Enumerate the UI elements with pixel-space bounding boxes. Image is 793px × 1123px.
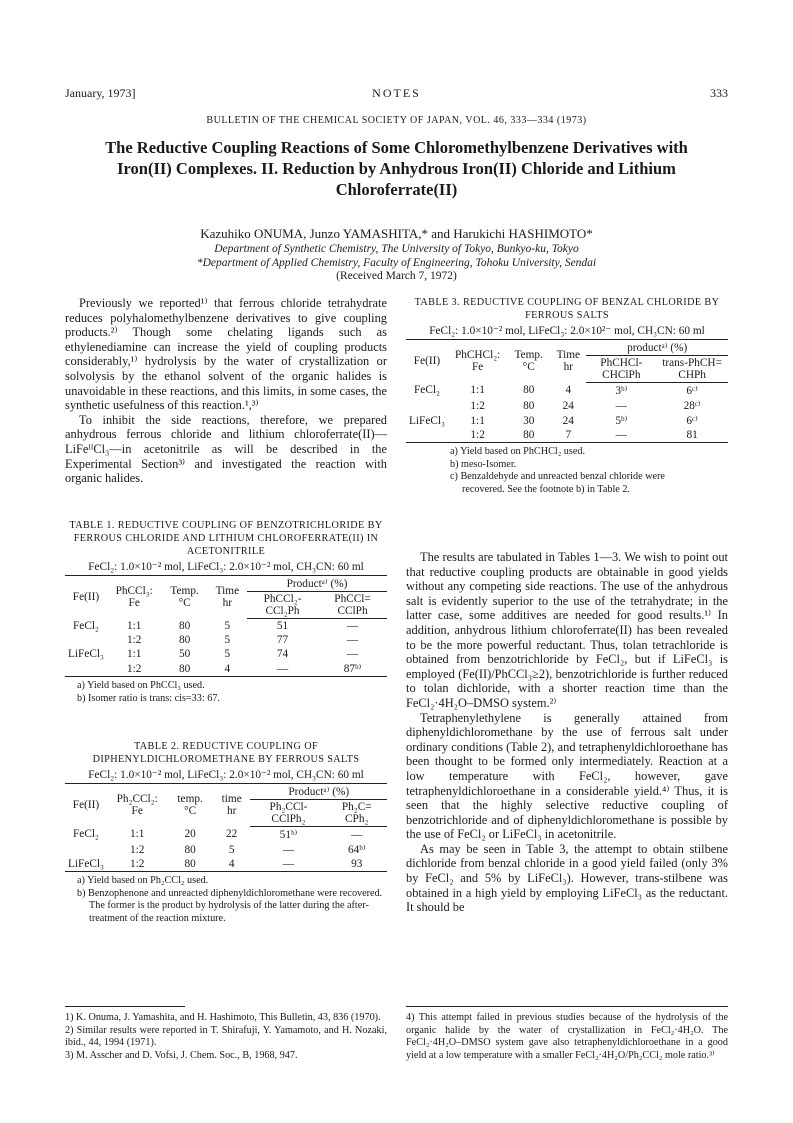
table-row (406, 428, 728, 443)
cell: 80 (178, 634, 191, 646)
cell: — (247, 661, 318, 677)
table-note: b) meso-Isomer. (450, 458, 517, 470)
cell: 93 (326, 857, 387, 872)
cell: 64ᵇ⁾ (347, 844, 366, 856)
cell (406, 398, 448, 413)
table-notes (450, 446, 728, 496)
cell: — (615, 399, 627, 412)
cell: 1:2 (129, 843, 145, 856)
cell (65, 842, 107, 857)
received-date: (Received March 7, 1972) (336, 270, 457, 282)
col-header: productᵃ⁾ (%) (586, 340, 728, 356)
cell: FeCl₂ (73, 828, 99, 841)
col-header: temp. °C (167, 784, 212, 827)
footnote-right: 4) This attempt failed in previous studies because of the hydrolysis of the organic halide by the water of crystallization in FeCl₂·4H₂O. The FeCl₂·4H₂O–DMSO system gave also tetraphenyldichloroethane in a good yield at a low temperature with a smaller FeCl₂·4H₂O/Ph₂CCl₂ mole ratio.³⁾ (406, 1012, 728, 1061)
table-2 (65, 740, 387, 925)
cell: FeCl₂ (73, 619, 99, 632)
table-caption: TABLE 3. REDUCTIVE COUPLING OF BENZAL CHLORIDE BY FERROUS SALTS (414, 297, 720, 321)
col-header: Fe(II) (65, 784, 107, 827)
table-note: a) Yield based on PhCCl₃ used. (77, 680, 205, 691)
cell: 80 (184, 843, 196, 856)
author-list: Kazuhiko ONUMA, Junzo YAMASHITA,* and Harukichi HASHIMOTO* (200, 226, 593, 241)
cell: 80 (161, 661, 207, 677)
cell: 22 (226, 828, 238, 841)
cell: 1:2 (448, 428, 507, 443)
col-header: Fe(II) (65, 576, 107, 619)
footnote: 3) M. Asscher and D. Vofsi, J. Chem. Soc., B, 1968, 947. (65, 1049, 298, 1061)
results-paragraph: The results are tabulated in Tables 1—3. We wish to point out that reductive coupling products are obtainable in good yields without any competing side reactions. The use of the anhydrous salt is evidently superior to the use of the tetrahydrate; in the latter case, some additives are needed for good results.¹⁾ In addition, anhydrous lithium chloroferrate(II) has been revealed to be the more powerful reductant. Thus, tolan tetrachloride is obtained from benzotrichloride by FeCl₂, but if LiFeCl₃ is employed (Fe(II)/PhCCl₃≥2), benzotrichloride is further reduced to tolan dichloride, with a shorter reaction time than the FeCl₂·4H₂O–DMSO system.²⁾ (406, 550, 728, 710)
col-header: Temp. °C (161, 576, 207, 619)
col-header: PhCHCl₂: Fe (448, 340, 507, 383)
col-header: Time hr (208, 576, 247, 619)
cell: 1:1 (126, 648, 142, 660)
cell: 80 (523, 399, 535, 412)
table-conditions: FeCl₂: 1.0×10⁻² mol, LiFeCl₃: 2.0×10⁻² mol, CH₃CN: 60 ml (88, 769, 364, 781)
cell: 80 (523, 384, 535, 397)
table-caption: TABLE 2. REDUCTIVE COUPLING OF DIPHENYLDICHLOROMETHANE BY FERROUS SALTS (92, 741, 360, 765)
results-paragraph: Tetraphenylethylene is generally attained from diphenyldichloromethane by the use of ferrous salt under ordinary conditions (Table 2), and tetraphenyldichloroethane has been thought to be formed only intermediately. Reaction at a low temperature with FeCl₂, however, gave tetraphenyldichloroethane in a considerable yield.⁴⁾ Thus, it is seen that the highly selective reductive coupling of benzotrichloride and of diphenyldichloromethane is possible by the use of FeCl₂ or LiFeCl₃ in acetonitrile. (406, 710, 728, 842)
table-note: c) Benzaldehyde and unreacted benzal chloride were recovered. See the footnote b) in Table 2. (450, 471, 665, 495)
cell: 1:2 (107, 661, 162, 677)
cell: 1:1 (470, 384, 485, 397)
table-row (406, 398, 728, 413)
cell: FeCl₂ (414, 384, 440, 397)
affiliation-tokyo: Department of Synthetic Chemistry, The University of Tokyo, Bunkyo-ku, Tokyo (214, 243, 579, 255)
results-text (406, 550, 728, 915)
col-header: Ph₂CCl-CClPh₂ (250, 800, 326, 827)
col-header: Temp. °C (507, 340, 550, 383)
cell: 5 (228, 843, 235, 856)
cell: 77 (276, 634, 289, 646)
running-header-date: January, 1973] (65, 86, 136, 100)
table-note: b) Benzophenone and unreacted diphenyldichloromethane were recovered. The former is the product by hydrolysis of the latter during the after-treatment of the reaction mixture. (77, 887, 383, 924)
cell: 3ᵇ⁾ (615, 385, 628, 397)
cell: 50 (178, 648, 191, 660)
cell: 28ᶜ⁾ (683, 400, 701, 412)
col-header: PhCHCl-CHClPh (586, 356, 656, 383)
intro-paragraph: To inhibit the side reactions, therefore, we prepared anhydrous ferrous chloride and lithium chloroferrate(II)—LiFeᴵᴵCl₃—in acetonitrile as will be described in the Experimental Section³⁾ and investigated the reaction with organic halides. (65, 412, 387, 486)
col-header: Time hr (550, 340, 586, 383)
cell: 24 (562, 399, 574, 412)
cell: 5 (224, 648, 231, 660)
col-header: Productᵃ⁾ (%) (250, 784, 387, 800)
cell: 80 (167, 857, 212, 872)
cell: 6ᶜ⁾ (686, 385, 698, 397)
col-header: Ph₂CCl₂: Fe (107, 784, 167, 827)
col-header: Productᵃ⁾ (%) (247, 576, 387, 592)
data-table (406, 339, 728, 443)
cell: 6ᶜ⁾ (686, 415, 698, 427)
table-1 (65, 519, 387, 705)
cell: — (282, 843, 295, 856)
cell: — (586, 428, 656, 443)
table-row (406, 413, 728, 428)
table-note: a) Yield based on PhCHCl₂ used. (450, 446, 586, 457)
cell: — (346, 648, 359, 660)
cell: — (346, 620, 359, 632)
running-header-section: NOTES (372, 86, 421, 100)
cell: 87ᵇ⁾ (318, 661, 387, 677)
cell: 80 (178, 619, 191, 632)
cell: — (346, 634, 359, 646)
table-row (406, 383, 728, 399)
table-notes (77, 875, 387, 925)
col-header: PhCCl₃: Fe (107, 576, 162, 619)
table-row (65, 647, 387, 661)
footnote-rule (65, 1006, 185, 1007)
cell: 74 (276, 648, 289, 660)
footnote: 1) K. Onuma, J. Yamashita, and H. Hashimoto, This Bulletin, 43, 836 (1970). (65, 1012, 381, 1023)
cell: 51ᵇ⁾ (279, 829, 298, 841)
cell: 4 (208, 661, 247, 677)
col-header: PhCCl= CClPh (318, 592, 387, 619)
cell: 5ᵇ⁾ (615, 415, 628, 427)
affiliation-tohoku: *Department of Applied Chemistry, Faculty of Engineering, Tohoku University, Sendai (196, 257, 597, 269)
cell: LiFeCl₃ (68, 648, 104, 660)
cell: 4 (213, 857, 251, 872)
cell: 1:1 (470, 414, 485, 427)
table-note: a) Yield based on Ph₂CCl₂ used. (77, 875, 209, 886)
cell: — (351, 828, 363, 841)
col-header: Fe(II) (406, 340, 448, 383)
page-number: 333 (710, 86, 728, 100)
col-header: Ph₂C= CPh₂ (326, 800, 387, 827)
table-row (65, 661, 387, 677)
cell (65, 633, 107, 647)
data-table (65, 575, 387, 677)
table-row (65, 842, 387, 857)
table-3 (406, 296, 728, 496)
cell: 7 (550, 428, 586, 443)
cell: 5 (224, 619, 231, 632)
cell (406, 428, 448, 443)
table-row (65, 827, 387, 843)
data-table (65, 783, 387, 872)
table-row (65, 633, 387, 647)
footnotes-left (65, 1012, 387, 1062)
footnote: 2) Similar results were reported in T. Shirafuji, Y. Yamamoto, and H. Nozaki, ibid., 44, 1994 (1971). (65, 1024, 387, 1049)
cell: 81 (656, 428, 728, 443)
cell: 5 (224, 634, 231, 646)
intro-paragraph: Previously we reported¹⁾ that ferrous chloride tetrahydrate reduces polyhalomethylbenzene derivatives to give coupling products.²⁾ Though some chelating ligands such as ethylenediamine can increase the yield of coupling products considerably,¹⁾ hydrolysis by the water of crystallization or solvolysis by the ethanol solvent of the organic halides is unavoidable in these reactions, and this limits, in some cases, the synthetic usefulness of this reaction.¹,³⁾ (65, 296, 387, 413)
cell: 30 (523, 414, 535, 427)
cell: 80 (507, 428, 550, 443)
article-title: The Reductive Coupling Reactions of Some Chloromethylbenzene Derivatives with Iron(II) Complexes. II. Reduction by Anhydrous Iron(II) Chloride and Lithium Chloroferrate(II) (105, 138, 688, 199)
cell: 1:2 (107, 857, 167, 872)
cell: 24 (562, 414, 574, 427)
results-paragraph: As may be seen in Table 3, the attempt to obtain stilbene dichloride from benzal chloride in a good yield failed (only 3% by FeCl₂ and 5% by LiFeCl₃). However, trans-stilbene was obtained in a high yield by employing LiFeCl₃ as the reductant. It should be (406, 841, 728, 915)
cell: 1:2 (126, 634, 142, 646)
cell: 4 (565, 384, 572, 397)
table-notes (77, 680, 387, 705)
table-conditions: FeCl₂: 1.0×10⁻² mol, LiFeCl₃: 2.0×10⁻² mol, CH₃CN: 60 ml (88, 561, 364, 573)
cell: 20 (184, 828, 196, 841)
footnote-rule (406, 1006, 728, 1007)
cell: 1:1 (129, 828, 145, 841)
table-note: b) Isomer ratio is trans: cis=33: 67. (77, 692, 220, 704)
col-header: time hr (213, 784, 251, 827)
journal-citation: BULLETIN OF THE CHEMICAL SOCIETY OF JAPAN, VOL. 46, 333—334 (1973) (206, 115, 587, 126)
cell: LiFeCl₃ (409, 414, 445, 427)
intro-text (65, 296, 387, 486)
table-row (65, 857, 387, 872)
cell: 1:2 (470, 399, 485, 412)
col-header: trans-PhCH= CHPh (656, 356, 728, 383)
table-conditions: FeCl₂: 1.0×10⁻² mol, LiFeCl₃: 2.0×10²⁻ mol, CH₃CN: 60 ml (429, 325, 705, 337)
cell (65, 661, 107, 677)
cell: 1:1 (126, 619, 142, 632)
cell: 51 (276, 620, 289, 632)
table-row (65, 619, 387, 634)
cell: LiFeCl₃ (65, 857, 107, 872)
cell: — (250, 857, 326, 872)
col-header: PhCCl₂-CCl₂Ph (247, 592, 318, 619)
table-caption: TABLE 1. REDUCTIVE COUPLING OF BENZOTRICHLORIDE BY FERROUS CHLORIDE AND LITHIUM CHLOROFERRATE(II) IN ACETONITRILE (69, 520, 383, 557)
